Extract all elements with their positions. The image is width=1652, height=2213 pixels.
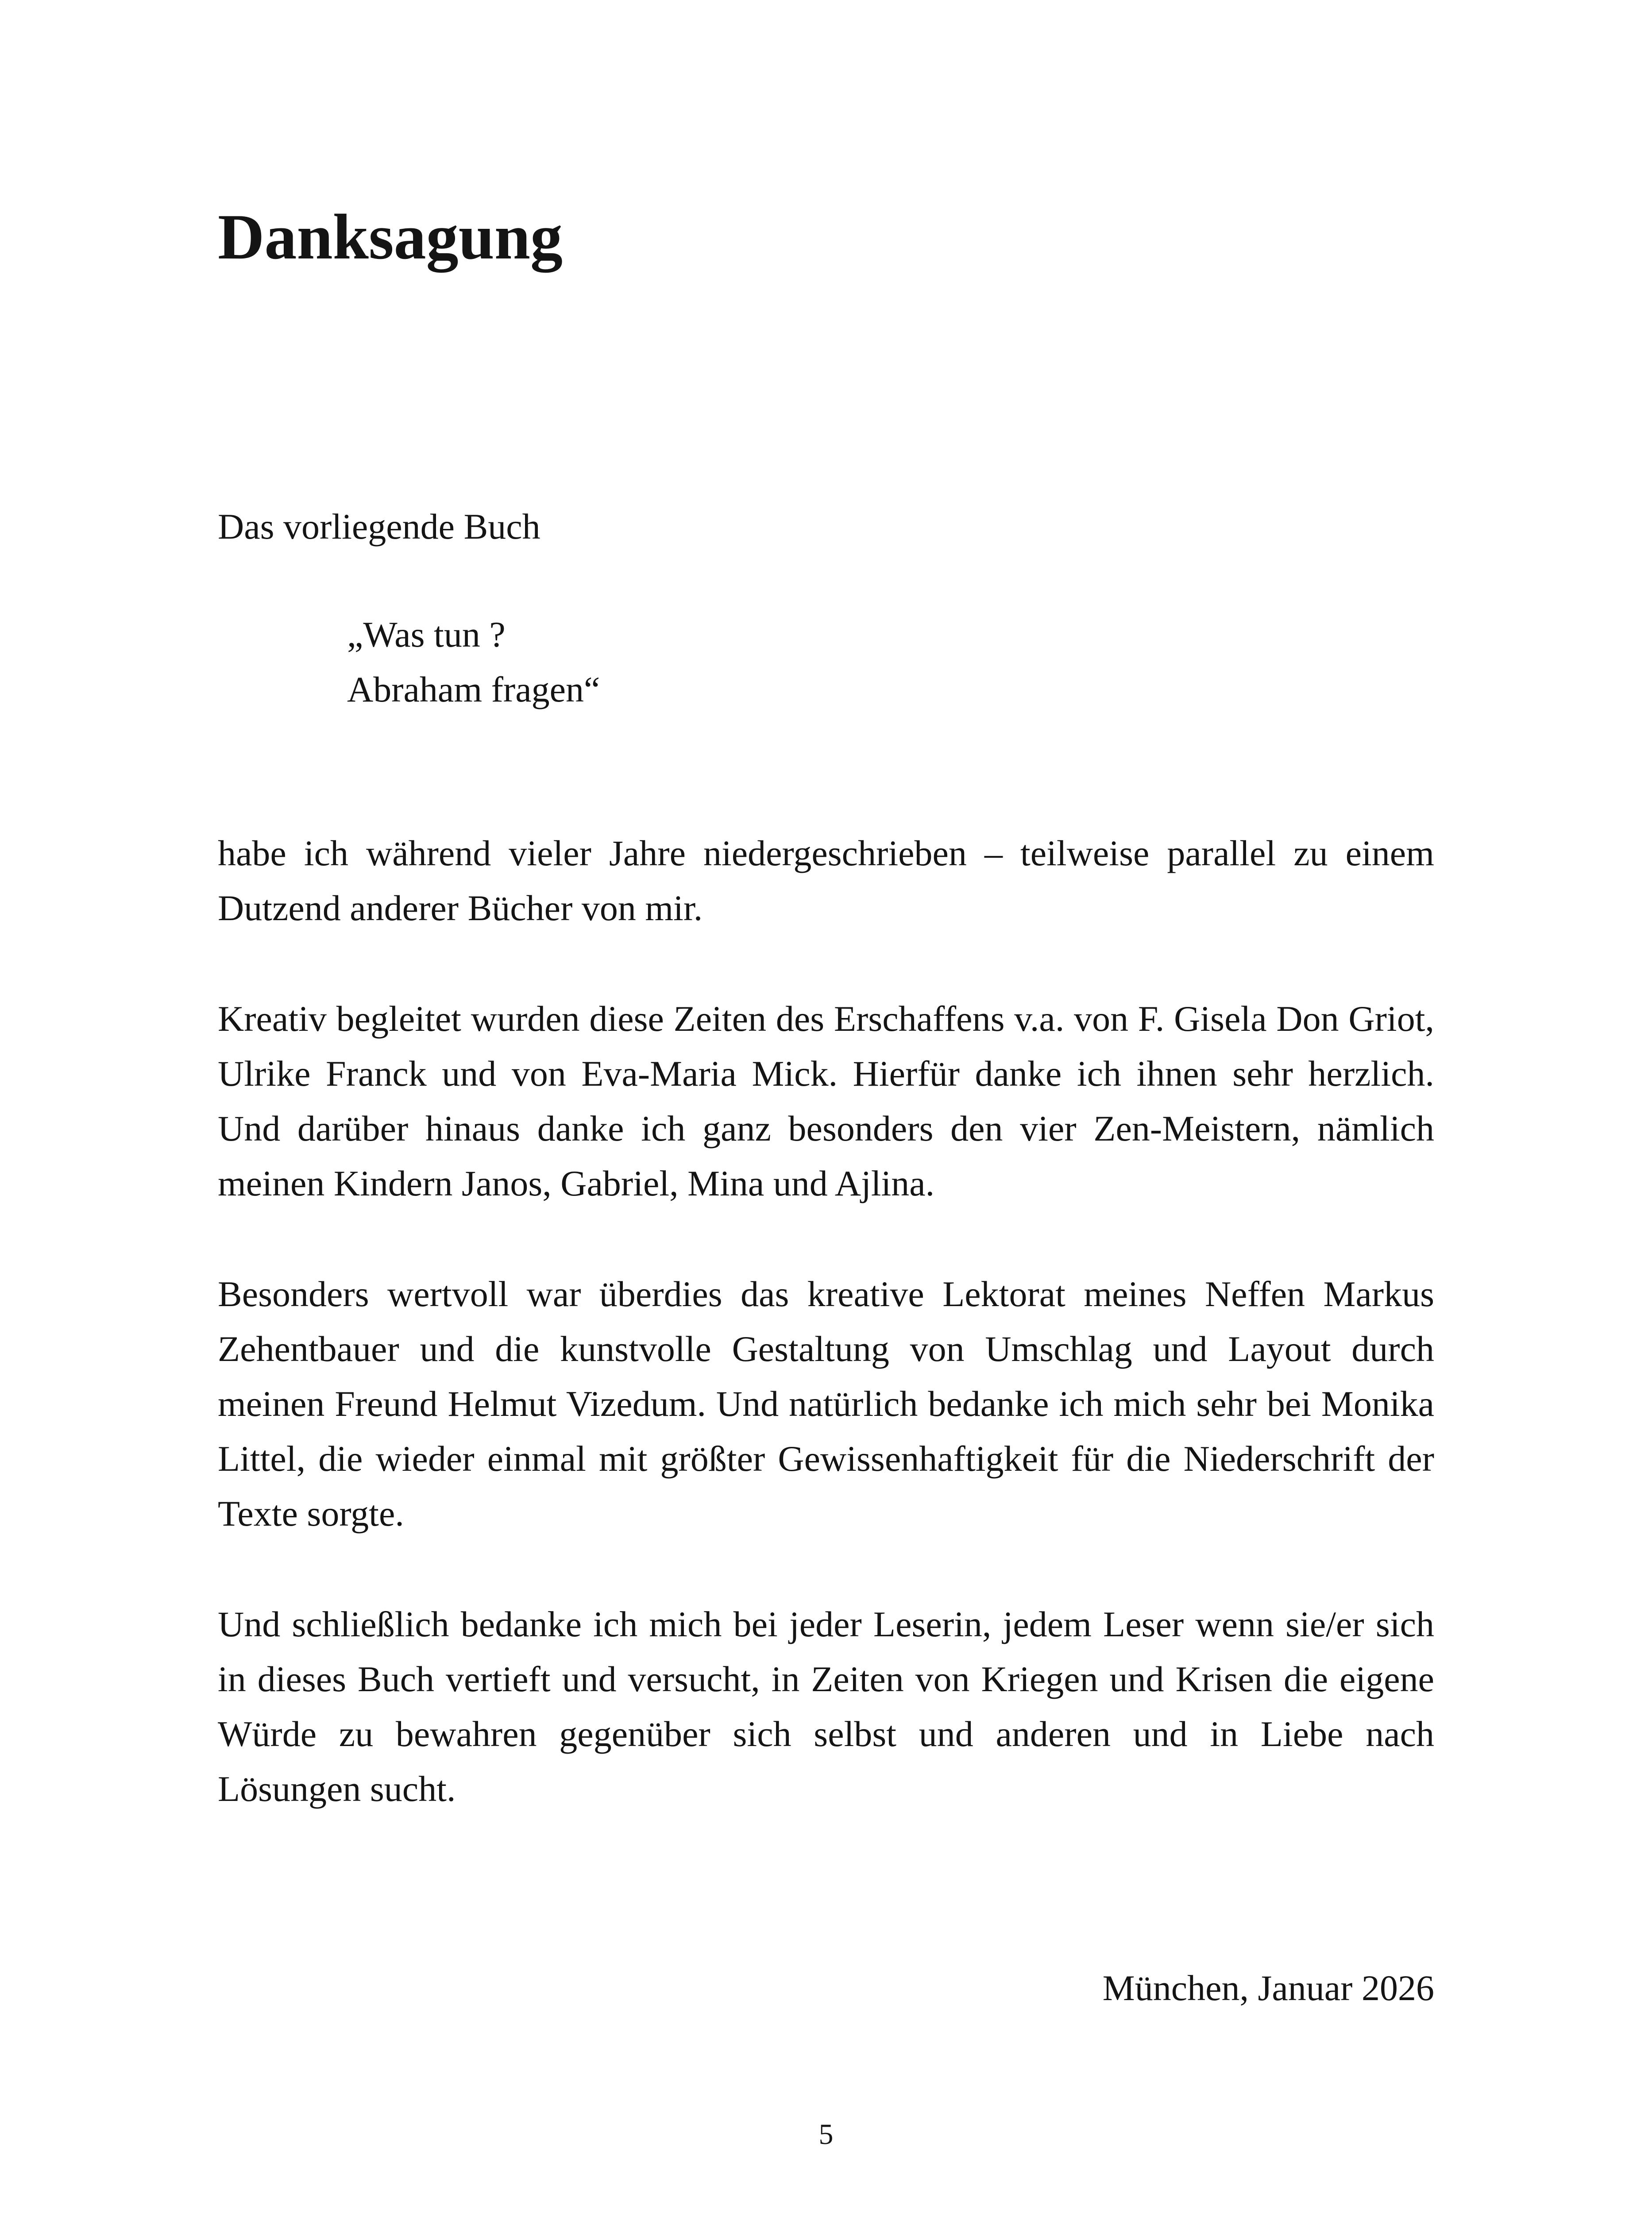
quote-line-2: Abraham fragen“ bbox=[347, 669, 600, 709]
page-number: 5 bbox=[818, 2118, 834, 2151]
page-title: Danksagung bbox=[218, 201, 563, 273]
place-date-signoff: München, Januar 2026 bbox=[1102, 1968, 1434, 2008]
paragraph-3: Besonders wertvoll war überdies das kreative Lektorat meines Neffen Markus Zehentbauer und die kunstvolle Gestaltung von Umschlag und Layout durch meinen Freund Helmut Vizedum. Und natürlich bedanke ich mich sehr bei Monika Littel, die wieder einmal mit größter Gewissenhaftigkeit für die Niederschrift der Texte sorgte. bbox=[218, 1274, 1434, 1534]
quote-line-1: „Was tun ? bbox=[347, 614, 506, 655]
intro-line: Das vorliegende Buch bbox=[218, 506, 540, 547]
paragraph-2: Kreativ begleitet wurden diese Zeiten des Erschaffens v.a. von F. Gisela Don Griot, Ulrike Franck und von Eva-Maria Mick. Hierfür danke ich ihnen sehr herzlich. Und darüber hinaus danke ich ganz besonders den vier Zen-Meistern, nämlich meinen Kindern Janos, Gabriel, Mina und Ajlina. bbox=[218, 999, 1434, 1203]
paragraph-4: Und schließlich bedanke ich mich bei jeder Leserin, jedem Leser wenn sie/er sich in dieses Buch vertieft und versucht, in Zeiten von Kriegen und Krisen die eigene Würde zu bewahren gegenüber sich selbst und anderen und in Liebe nach Lösungen sucht. bbox=[218, 1604, 1434, 1809]
paragraph-1: habe ich während vieler Jahre niedergeschrieben – teilweise parallel zu einem Dutzend anderer Bücher von mir. bbox=[218, 833, 1434, 928]
book-title-quote bbox=[347, 607, 600, 717]
